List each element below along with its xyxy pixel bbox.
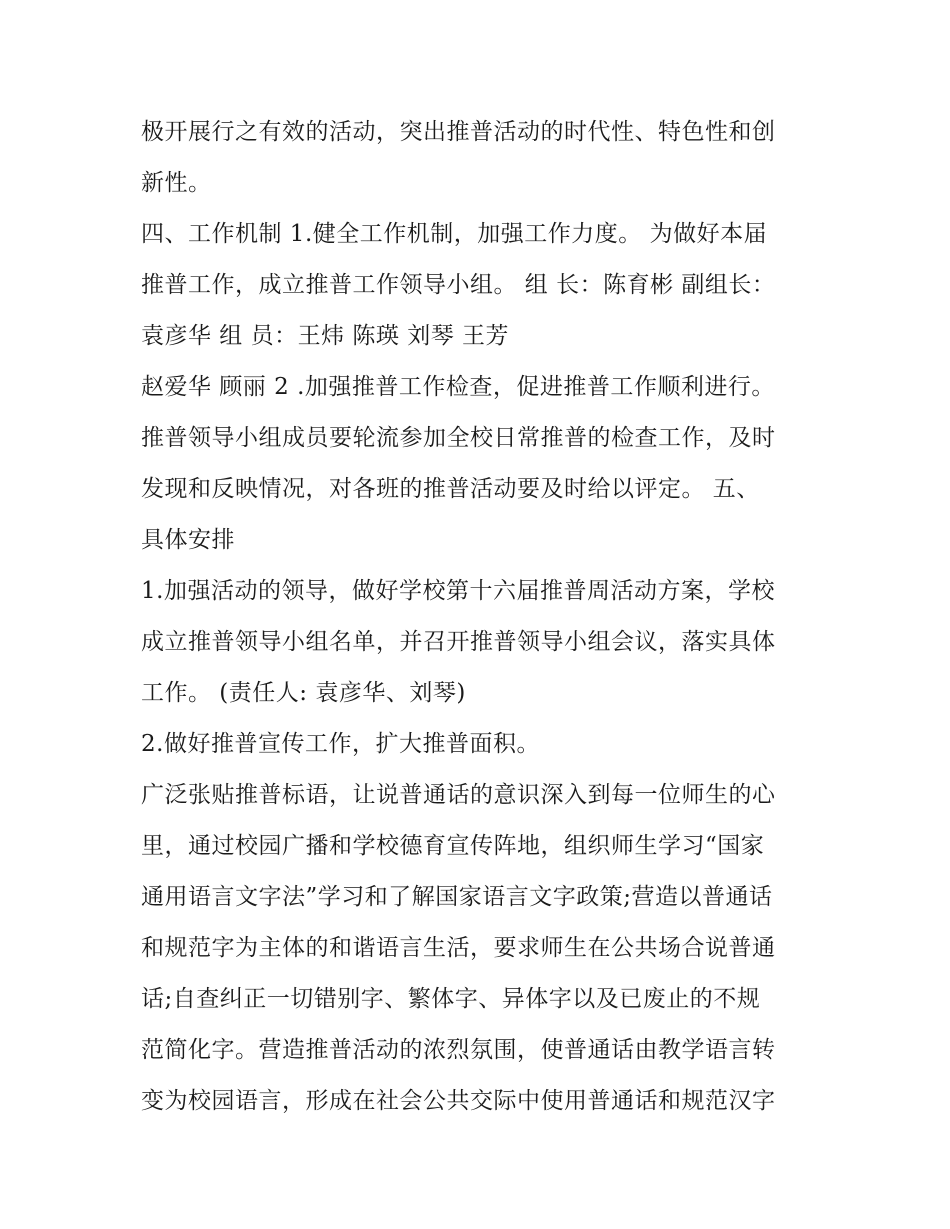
text-line: 发现和反映情况，对各班的推普活动要及时给以评定。 五、 xyxy=(141,476,760,502)
text-line: 2.做好推普宣传工作，扩大推普面积。 xyxy=(141,731,540,757)
text-line: 和规范字为主体的和谐语言生活，要求师生在公共场合说普通 xyxy=(141,935,776,961)
text-line: 里，通过校园广播和学校德育宣传阵地，组织师生学习“国家 xyxy=(141,833,765,859)
text-line: 成立推普领导小组名单，并召开推普领导小组会议，落实具体 xyxy=(141,629,776,655)
text-line: 推普领导小组成员要轮流参加全校日常推普的检查工作，及时 xyxy=(141,425,776,451)
text-line: 推普工作，成立推普工作领导小组。 组 长：陈育彬 副组长： xyxy=(141,272,776,298)
text-line: 新性。 xyxy=(141,170,212,196)
text-line: 变为校园语言，形成在社会公共交际中使用普通话和规范汉字 xyxy=(141,1088,776,1114)
text-line: 广泛张贴推普标语，让说普通话的意识深入到每一位师生的心 xyxy=(141,782,776,808)
document-body xyxy=(141,107,821,1127)
text-line: 话;自查纠正一切错别字、繁体字、异体字以及已废止的不规 xyxy=(141,986,761,1012)
text-line: 具体安排 xyxy=(141,527,235,553)
text-line: 袁彦华 组 员：王炜 陈瑛 刘琴 王芳 xyxy=(141,323,510,349)
text-line: 1.加强活动的领导，做好学校第十六届推普周活动方案，学校 xyxy=(141,578,775,604)
text-line: 赵爱华 顾丽 2 .加强推普工作检查，促进推普工作顺利进行。 xyxy=(141,374,775,400)
text-line: 通用语言文字法”学习和了解国家语言文字政策;营造以普通话 xyxy=(141,884,773,910)
text-line: 极开展行之有效的活动，突出推普活动的时代性、特色性和创 xyxy=(141,119,776,145)
text-line: 范简化字。营造推普活动的浓烈氛围，使普通话由教学语言转 xyxy=(141,1037,776,1063)
text-line: 工作。 (责任人: 袁彦华、刘琴) xyxy=(141,680,466,706)
text-line: 四、工作机制 1.健全工作机制，加强工作力度。 为做好本届 xyxy=(141,221,768,247)
